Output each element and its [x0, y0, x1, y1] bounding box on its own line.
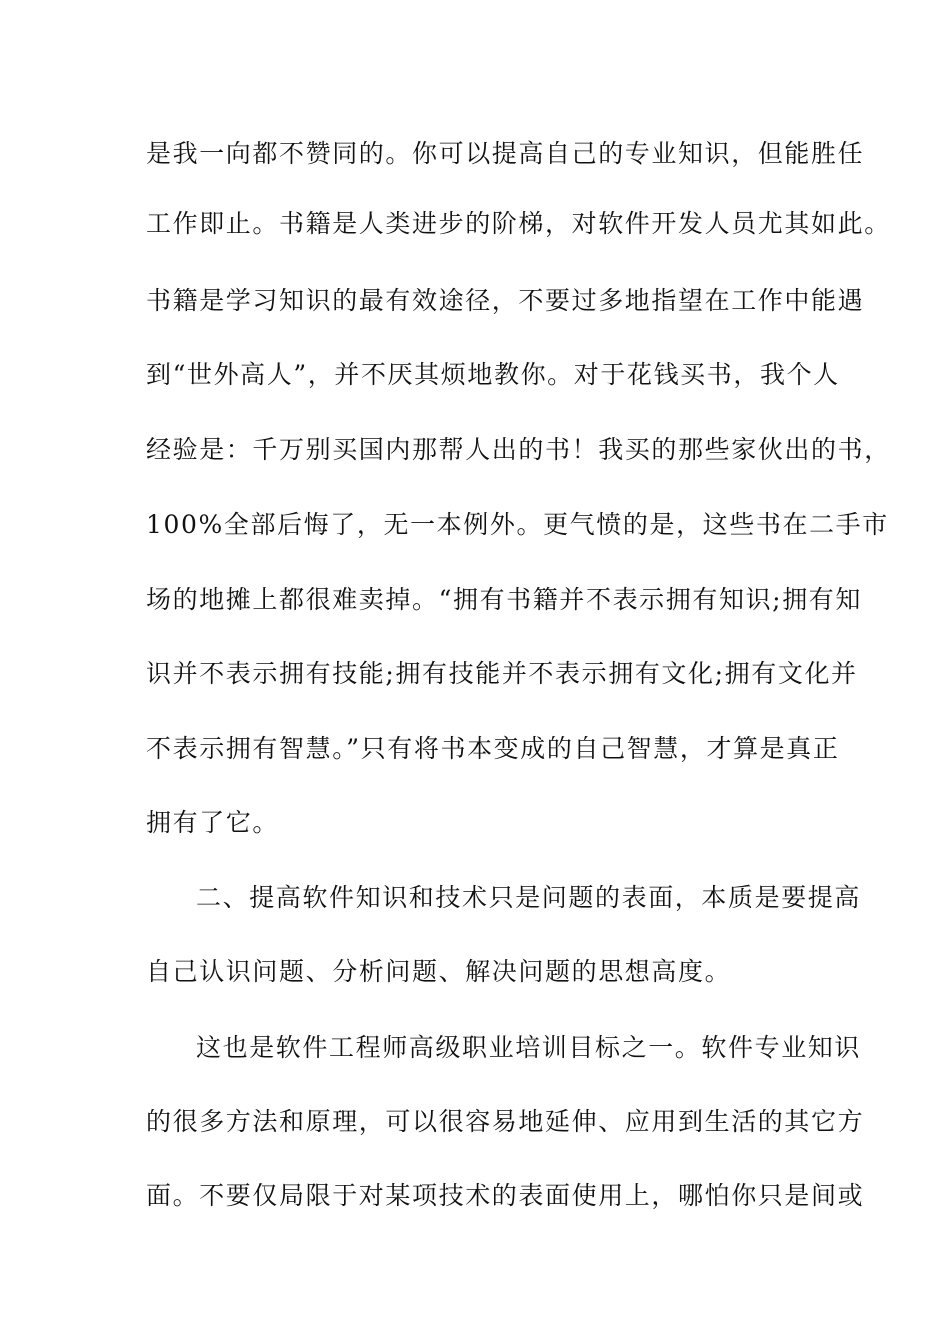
paragraph-first-line: 这也是软件工程师高级职业培训目标之一。软件专业知识 — [196, 1033, 862, 1062]
text-line: 场的地摊上都很难卖掉。“拥有书籍并不表示拥有知识;拥有知 — [146, 585, 863, 614]
text-line: 100%全部后悔了，无一本例外。更气愤的是，这些书在二手市 — [146, 510, 889, 539]
text-line: 是我一向都不赞同的。你可以提高自己的专业知识，但能胜任 — [146, 139, 865, 168]
section-heading-line: 自己认识问题、分析问题、解决问题的思想高度。 — [146, 957, 732, 986]
text-line: 工作即止。书籍是人类进步的阶梯，对软件开发人员尤其如此。 — [146, 209, 891, 238]
text-line: 的很多方法和原理，可以很容易地延伸、应用到生活的其它方 — [146, 1107, 865, 1136]
text-line: 拥有了它。 — [146, 808, 280, 837]
text-line: 书籍是学习知识的最有效途径，不要过多地指望在工作中能遇 — [146, 286, 865, 315]
text-line: 面。不要仅局限于对某项技术的表面使用上，哪怕你只是间或 — [146, 1181, 865, 1210]
section-heading-line: 二、提高软件知识和技术只是问题的表面，本质是要提高 — [196, 883, 862, 912]
text-line: 识并不表示拥有技能;拥有技能并不表示拥有文化;拥有文化并 — [146, 659, 858, 688]
text-line: 到“世外高人”，并不厌其烦地教你。对于花钱买书，我个人 — [146, 360, 840, 389]
text-line: 不表示拥有智慧。”只有将书本变成的自己智慧，才算是真正 — [146, 734, 840, 763]
text-line: 经验是：千万别买国内那帮人出的书！我买的那些家伙出的书， — [146, 435, 891, 464]
